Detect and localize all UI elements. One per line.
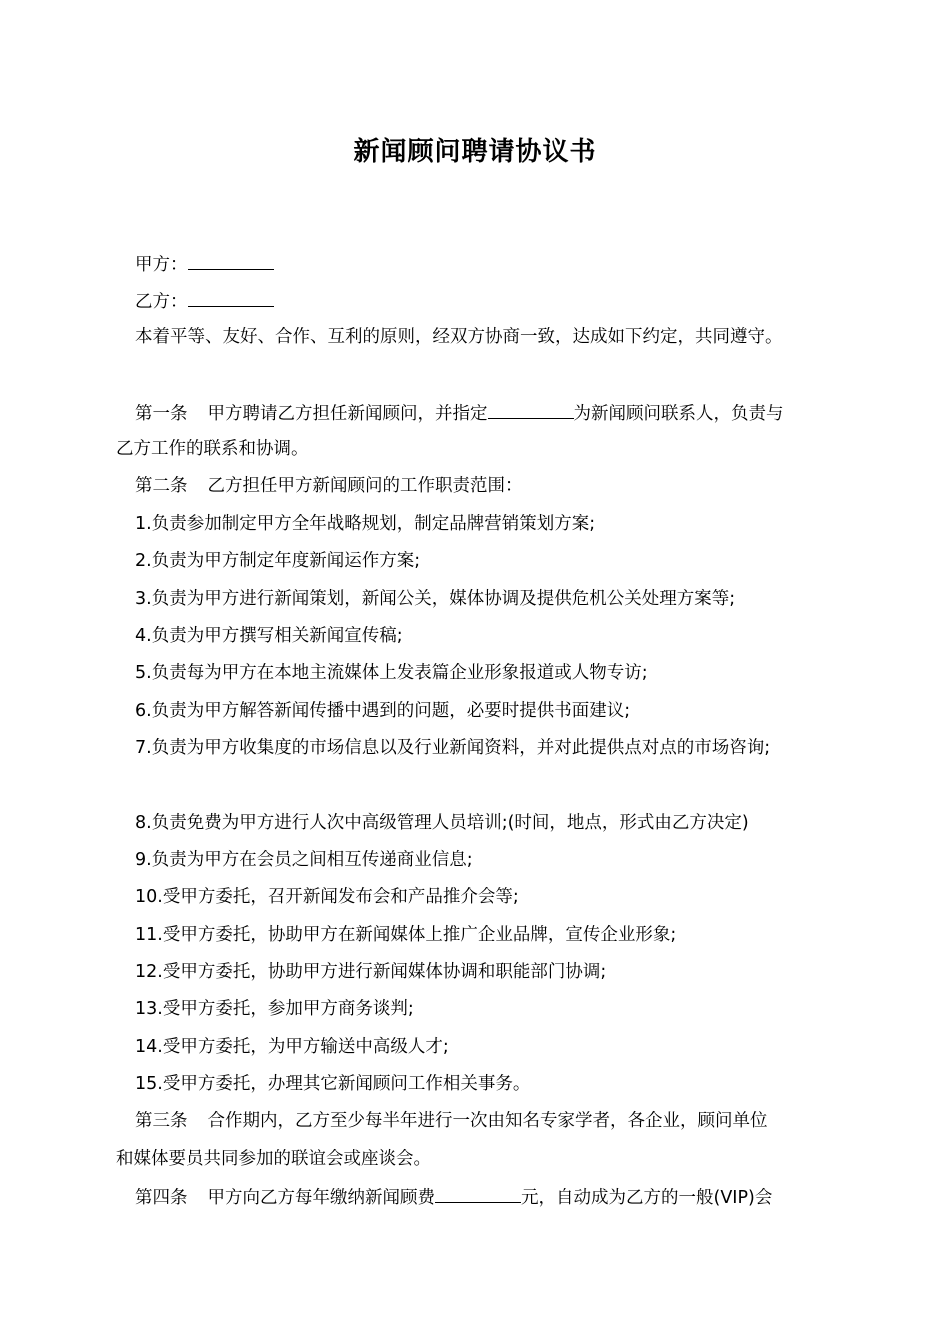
article-3-continuation: 和媒体要员共同参加的联谊会或座谈会。 [116, 1149, 431, 1169]
document-title: 新闻顾问聘请协议书 [353, 137, 597, 167]
article-4-text-part2: 元，自动成为乙方的一般(VIP)会 [521, 1188, 773, 1208]
list-item: 3.负责为甲方进行新闻策划，新闻公关，媒体协调及提供危机公关处理方案等; [135, 589, 736, 609]
article-2 [135, 474, 523, 498]
article-4-label: 第四条 [135, 1188, 188, 1208]
list-item: 2.负责为甲方制定年度新闻运作方案; [135, 551, 421, 571]
article-2-text: 乙方担任甲方新闻顾问的工作职责范围： [207, 476, 523, 496]
list-item: 8.负责免费为甲方进行人次中高级管理人员培训;(时间，地点，形式由乙方决定) [135, 813, 749, 833]
list-item: 5.负责每为甲方在本地主流媒体上发表篇企业形象报道或人物专访; [135, 663, 648, 683]
article-1-blank [488, 400, 574, 419]
article-3-label: 第三条 [135, 1111, 188, 1131]
list-item: 4.负责为甲方撰写相关新闻宣传稿; [135, 626, 403, 646]
party-b-label: 乙方： [135, 292, 188, 312]
article-2-label: 第二条 [135, 476, 188, 496]
list-item: 9.负责为甲方在会员之间相互传递商业信息; [135, 850, 473, 870]
list-item: 14.受甲方委托，为甲方输送中高级人才; [135, 1037, 449, 1057]
article-3 [135, 1109, 768, 1133]
party-a-blank [188, 251, 274, 270]
list-item: 12.受甲方委托，协助甲方进行新闻媒体协调和职能部门协调; [135, 962, 607, 982]
list-item: 15.受甲方委托，办理其它新闻顾问工作相关事务。 [135, 1074, 531, 1094]
article-1 [135, 400, 784, 426]
preamble: 本着平等、友好、合作、互利的原则，经双方协商一致，达成如下约定，共同遵守。 [135, 327, 783, 347]
article-1-continuation: 乙方工作的联系和协调。 [116, 439, 309, 459]
list-item: 7.负责为甲方收集度的市场信息以及行业新闻资料，并对此提供点对点的市场咨询; [135, 738, 771, 758]
list-item: 11.受甲方委托，协助甲方在新闻媒体上推广企业品牌，宣传企业形象; [135, 925, 677, 945]
party-a-label: 甲方： [135, 255, 188, 275]
party-b-blank [188, 288, 274, 307]
article-1-text-part2: 为新闻顾问联系人，负责与 [573, 404, 784, 424]
article-3-text: 合作期内，乙方至少每半年进行一次由知名专家学者，各企业，顾问单位 [207, 1111, 768, 1131]
party-b-line [135, 288, 274, 314]
list-item: 6.负责为甲方解答新闻传播中遇到的问题，必要时提供书面建议; [135, 701, 631, 721]
article-4-blank [435, 1184, 521, 1203]
article-1-label: 第一条 [135, 404, 188, 424]
party-a-line [135, 251, 274, 277]
article-4 [135, 1184, 772, 1210]
article-4-text-part1: 甲方向乙方每年缴纳新闻顾费 [207, 1188, 435, 1208]
list-item: 1.负责参加制定甲方全年战略规划，制定品牌营销策划方案; [135, 514, 596, 534]
article-1-text-part1: 甲方聘请乙方担任新闻顾问，并指定 [207, 404, 488, 424]
list-item: 10.受甲方委托，召开新闻发布会和产品推介会等; [135, 887, 519, 907]
list-item: 13.受甲方委托，参加甲方商务谈判; [135, 999, 414, 1019]
